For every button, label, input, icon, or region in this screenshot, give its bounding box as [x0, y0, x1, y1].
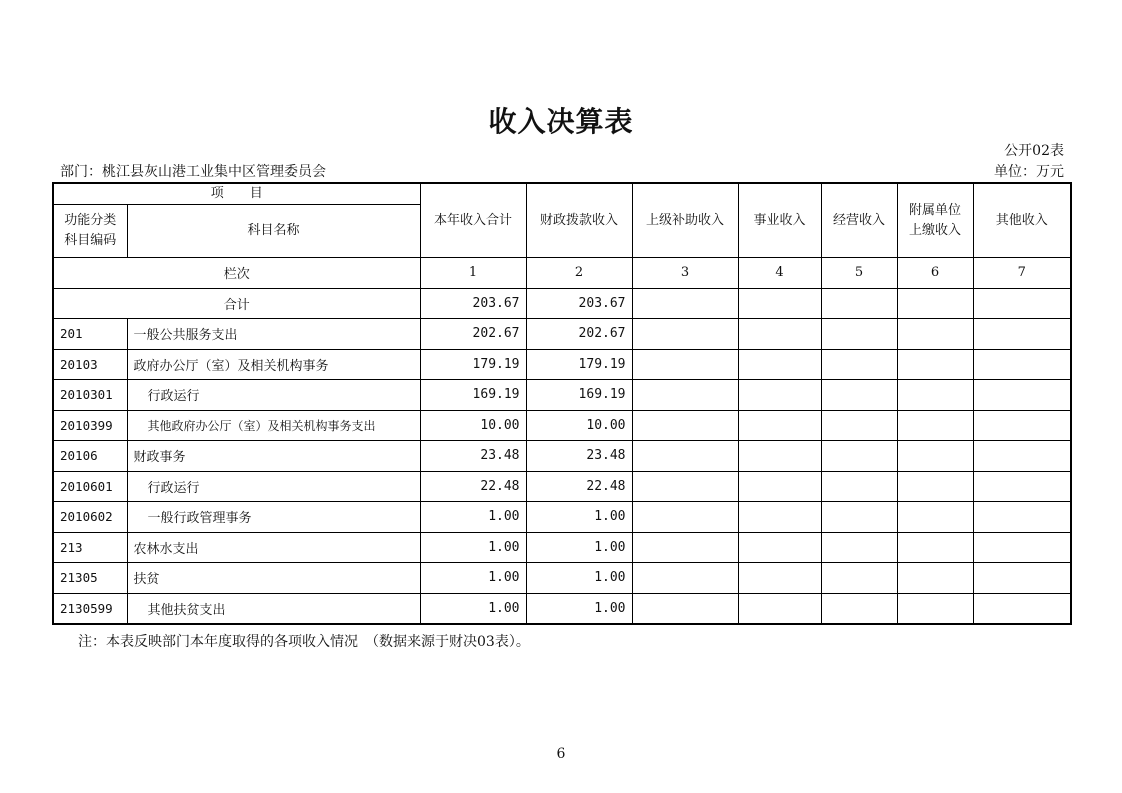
empty-cell	[897, 471, 973, 502]
empty-cell	[632, 441, 738, 472]
subject-name: 财政事务	[127, 441, 420, 472]
empty-cell	[821, 319, 897, 350]
total-income-value: 23.48	[420, 441, 526, 472]
empty-cell	[897, 380, 973, 411]
table-row	[53, 532, 1071, 563]
subject-code: 201	[53, 319, 127, 350]
empty-cell	[821, 410, 897, 441]
empty-cell	[738, 349, 821, 380]
empty-cell	[821, 502, 897, 533]
total-income-value: 1.00	[420, 563, 526, 594]
affiliated-header: 附属单位 上缴收入	[897, 183, 973, 258]
subject-name-header: 科目名称	[127, 205, 420, 258]
col-number: 3	[632, 258, 738, 289]
empty-cell	[973, 441, 1071, 472]
page-number: 6	[556, 746, 566, 762]
subject-code: 2010301	[53, 380, 127, 411]
empty-cell	[632, 349, 738, 380]
empty-cell	[632, 288, 738, 319]
total-income-value: 1.00	[420, 593, 526, 624]
subject-name: 其他扶贫支出	[127, 593, 420, 624]
col-number: 1	[420, 258, 526, 289]
table-row	[53, 502, 1071, 533]
fiscal-value: 1.00	[526, 532, 632, 563]
empty-cell	[973, 288, 1071, 319]
item-header: 项 目	[53, 183, 420, 205]
superior-header: 上级补助收入	[632, 183, 738, 258]
subject-name: 政府办公厅（室）及相关机构事务	[127, 349, 420, 380]
total-income-value: 203.67	[420, 288, 526, 319]
total-income-value: 202.67	[420, 319, 526, 350]
table-row	[53, 319, 1071, 350]
col-number: 4	[738, 258, 821, 289]
empty-cell	[738, 502, 821, 533]
empty-cell	[973, 319, 1071, 350]
func-code-header: 功能分类 科目编码	[53, 205, 127, 258]
empty-cell	[738, 532, 821, 563]
fiscal-value: 1.00	[526, 502, 632, 533]
empty-cell	[973, 563, 1071, 594]
empty-cell	[973, 593, 1071, 624]
other-header: 其他收入	[973, 183, 1071, 258]
empty-cell	[821, 288, 897, 319]
fiscal-header: 财政拨款收入	[526, 183, 632, 258]
empty-cell	[632, 593, 738, 624]
empty-cell	[821, 593, 897, 624]
subject-code: 20103	[53, 349, 127, 380]
empty-cell	[821, 441, 897, 472]
subject-name: 农林水支出	[127, 532, 420, 563]
empty-cell	[821, 532, 897, 563]
footnote: 注：本表反映部门本年度取得的各项收入情况 （数据来源于财决03表）。	[78, 634, 530, 650]
column-index-label: 栏次	[53, 258, 420, 289]
empty-cell	[897, 349, 973, 380]
empty-cell	[821, 563, 897, 594]
total-fiscal-value: 203.67	[526, 288, 632, 319]
empty-cell	[897, 410, 973, 441]
col-number: 7	[973, 258, 1071, 289]
subject-code: 213	[53, 532, 127, 563]
empty-cell	[897, 288, 973, 319]
empty-cell	[738, 471, 821, 502]
subject-name: 扶贫	[127, 563, 420, 594]
empty-cell	[973, 471, 1071, 502]
page-title: 收入决算表	[488, 105, 634, 138]
total-income-value: 169.19	[420, 380, 526, 411]
subject-name: 行政运行	[127, 380, 420, 411]
fiscal-value: 179.19	[526, 349, 632, 380]
subject-code: 2010602	[53, 502, 127, 533]
fiscal-value: 169.19	[526, 380, 632, 411]
subject-code: 2010601	[53, 471, 127, 502]
fiscal-value: 10.00	[526, 410, 632, 441]
empty-cell	[897, 441, 973, 472]
empty-cell	[632, 532, 738, 563]
empty-cell	[897, 319, 973, 350]
empty-cell	[973, 410, 1071, 441]
unit-label: 单位：万元	[994, 164, 1064, 180]
empty-cell	[738, 563, 821, 594]
table-row	[53, 349, 1071, 380]
col-number: 5	[821, 258, 897, 289]
form-code: 公开02表	[1004, 143, 1064, 159]
empty-cell	[738, 410, 821, 441]
fiscal-value: 202.67	[526, 319, 632, 350]
total-income-value: 10.00	[420, 410, 526, 441]
total-row	[53, 288, 1071, 319]
col-number: 6	[897, 258, 973, 289]
empty-cell	[821, 349, 897, 380]
subject-code: 2010399	[53, 410, 127, 441]
empty-cell	[632, 410, 738, 441]
total-income-header: 本年收入合计	[420, 183, 526, 258]
empty-cell	[632, 471, 738, 502]
column-index-row	[53, 258, 1071, 289]
empty-cell	[973, 380, 1071, 411]
operating-header: 经营收入	[821, 183, 897, 258]
fiscal-value: 1.00	[526, 593, 632, 624]
fiscal-value: 23.48	[526, 441, 632, 472]
empty-cell	[738, 380, 821, 411]
table-row	[53, 410, 1071, 441]
table-row	[53, 380, 1071, 411]
table-row	[53, 441, 1071, 472]
col-number: 2	[526, 258, 632, 289]
empty-cell	[897, 532, 973, 563]
total-label: 合计	[53, 288, 420, 319]
subject-name: 一般公共服务支出	[127, 319, 420, 350]
subject-name: 其他政府办公厅（室）及相关机构事务支出	[127, 410, 420, 441]
table-row	[53, 593, 1071, 624]
subject-name: 一般行政管理事务	[127, 502, 420, 533]
subject-name: 行政运行	[127, 471, 420, 502]
subject-code: 20106	[53, 441, 127, 472]
empty-cell	[897, 593, 973, 624]
total-income-value: 179.19	[420, 349, 526, 380]
business-header: 事业收入	[738, 183, 821, 258]
empty-cell	[632, 502, 738, 533]
subject-code: 21305	[53, 563, 127, 594]
total-income-value: 1.00	[420, 532, 526, 563]
header-row-1	[53, 183, 1071, 205]
empty-cell	[738, 593, 821, 624]
subject-code: 2130599	[53, 593, 127, 624]
empty-cell	[897, 563, 973, 594]
empty-cell	[738, 319, 821, 350]
department-label: 部门：桃江县灰山港工业集中区管理委员会	[60, 164, 326, 180]
table-row	[53, 471, 1071, 502]
total-income-value: 22.48	[420, 471, 526, 502]
empty-cell	[632, 563, 738, 594]
total-income-value: 1.00	[420, 502, 526, 533]
fiscal-value: 1.00	[526, 563, 632, 594]
empty-cell	[632, 319, 738, 350]
empty-cell	[973, 349, 1071, 380]
empty-cell	[738, 441, 821, 472]
empty-cell	[973, 502, 1071, 533]
table-row	[53, 563, 1071, 594]
empty-cell	[821, 471, 897, 502]
fiscal-value: 22.48	[526, 471, 632, 502]
income-table	[52, 182, 1072, 625]
empty-cell	[738, 288, 821, 319]
empty-cell	[632, 380, 738, 411]
empty-cell	[821, 380, 897, 411]
empty-cell	[973, 532, 1071, 563]
empty-cell	[897, 502, 973, 533]
